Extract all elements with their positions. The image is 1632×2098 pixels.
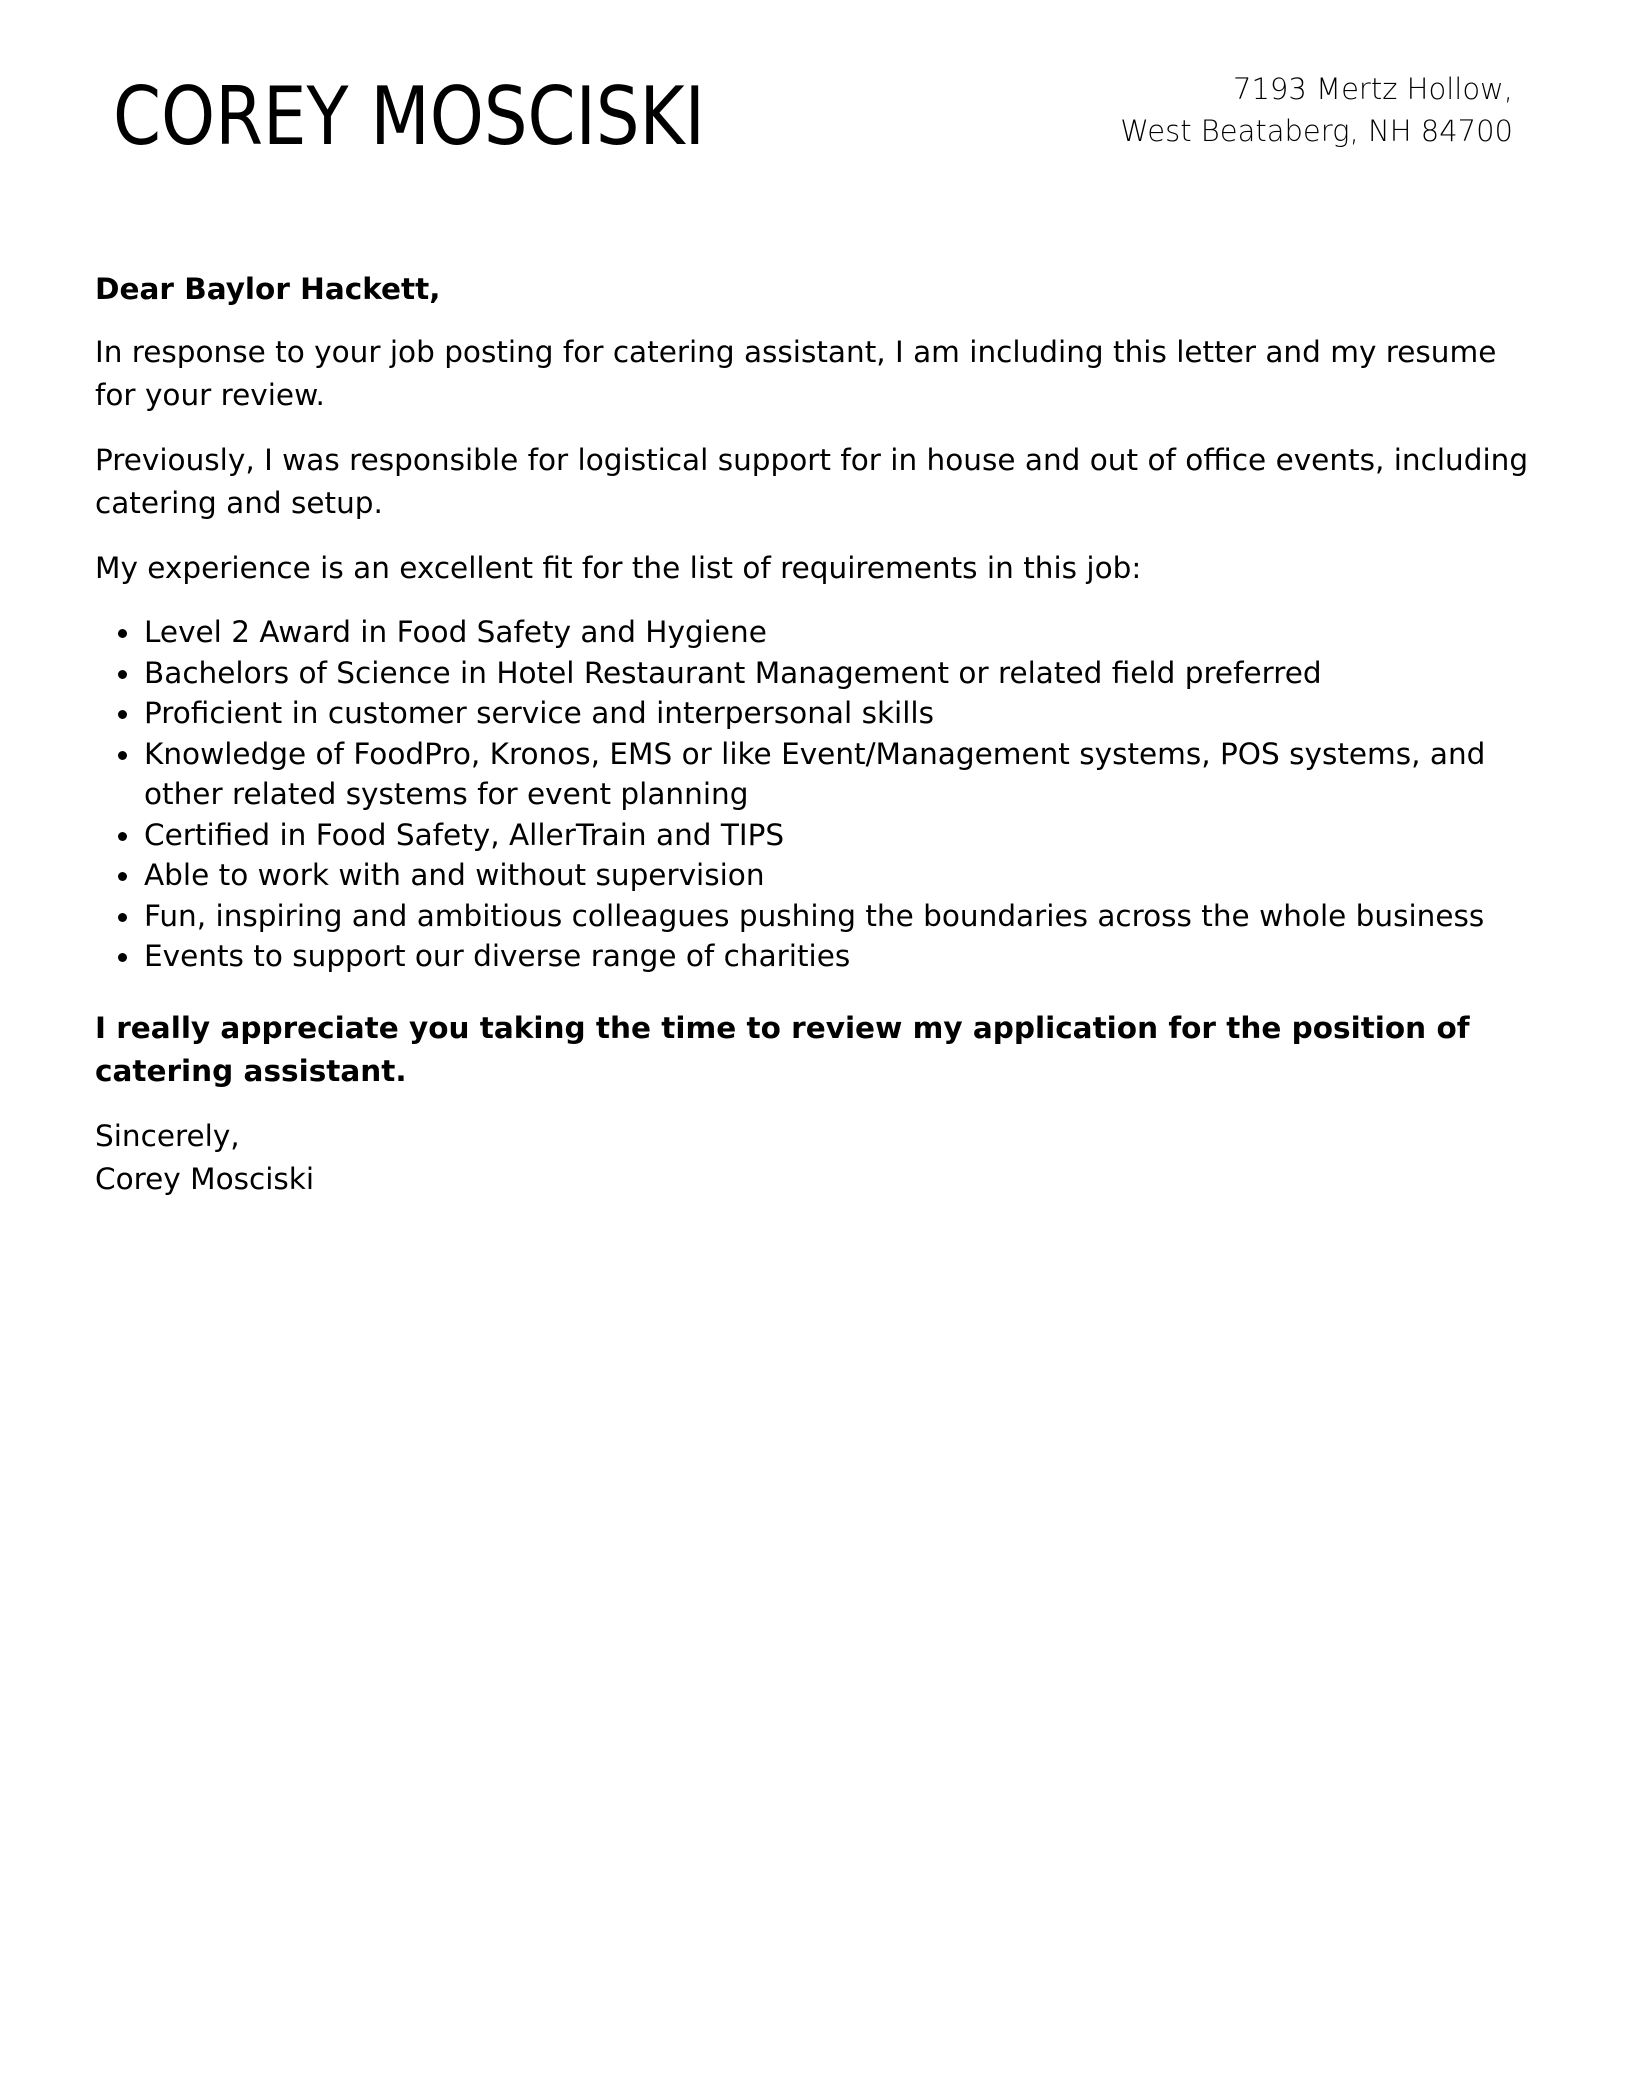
closing-statement: I really appreciate you taking the time to review my application for the position of catering assistant.	[95, 1010, 1470, 1088]
list-item: Knowledge of FoodPro, Kronos, EMS or like Event/Management systems, POS systems, and other related systems for event planning	[144, 734, 1545, 815]
list-item: Certified in Food Safety, AllerTrain and TIPS	[144, 815, 1545, 856]
list-item: Fun, inspiring and ambitious colleagues pushing the boundaries across the whole business	[144, 896, 1545, 937]
list-item: Level 2 Award in Food Safety and Hygiene	[144, 612, 1545, 653]
address-line-1: 7193 Mertz Hollow,	[1233, 72, 1513, 106]
applicant-address	[1120, 68, 1513, 152]
address-line-2: West Beataberg, NH 84700	[1120, 114, 1513, 148]
salutation: Dear Baylor Hackett,	[95, 272, 441, 306]
applicant-name: COREY MOSCISKI	[113, 70, 705, 163]
list-item: Able to work with and without supervision	[144, 855, 1545, 896]
letter-body	[95, 268, 1545, 1201]
experience-paragraph: Previously, I was responsible for logistical support for in house and out of office events, including catering and setup.	[95, 443, 1529, 520]
signature-name: Corey Mosciski	[95, 1161, 315, 1196]
signoff: Sincerely,	[95, 1118, 240, 1153]
requirements-intro: My experience is an excellent fit for the list of requirements in this job:	[95, 551, 1142, 585]
intro-paragraph: In response to your job posting for catering assistant, I am including this letter and my resume for your review.	[95, 335, 1497, 412]
list-item: Bachelors of Science in Hotel Restaurant Management or related field preferred	[144, 653, 1545, 694]
list-item: Events to support our diverse range of charities	[144, 936, 1545, 977]
requirements-list	[95, 612, 1545, 977]
list-item: Proficient in customer service and interpersonal skills	[144, 693, 1545, 734]
